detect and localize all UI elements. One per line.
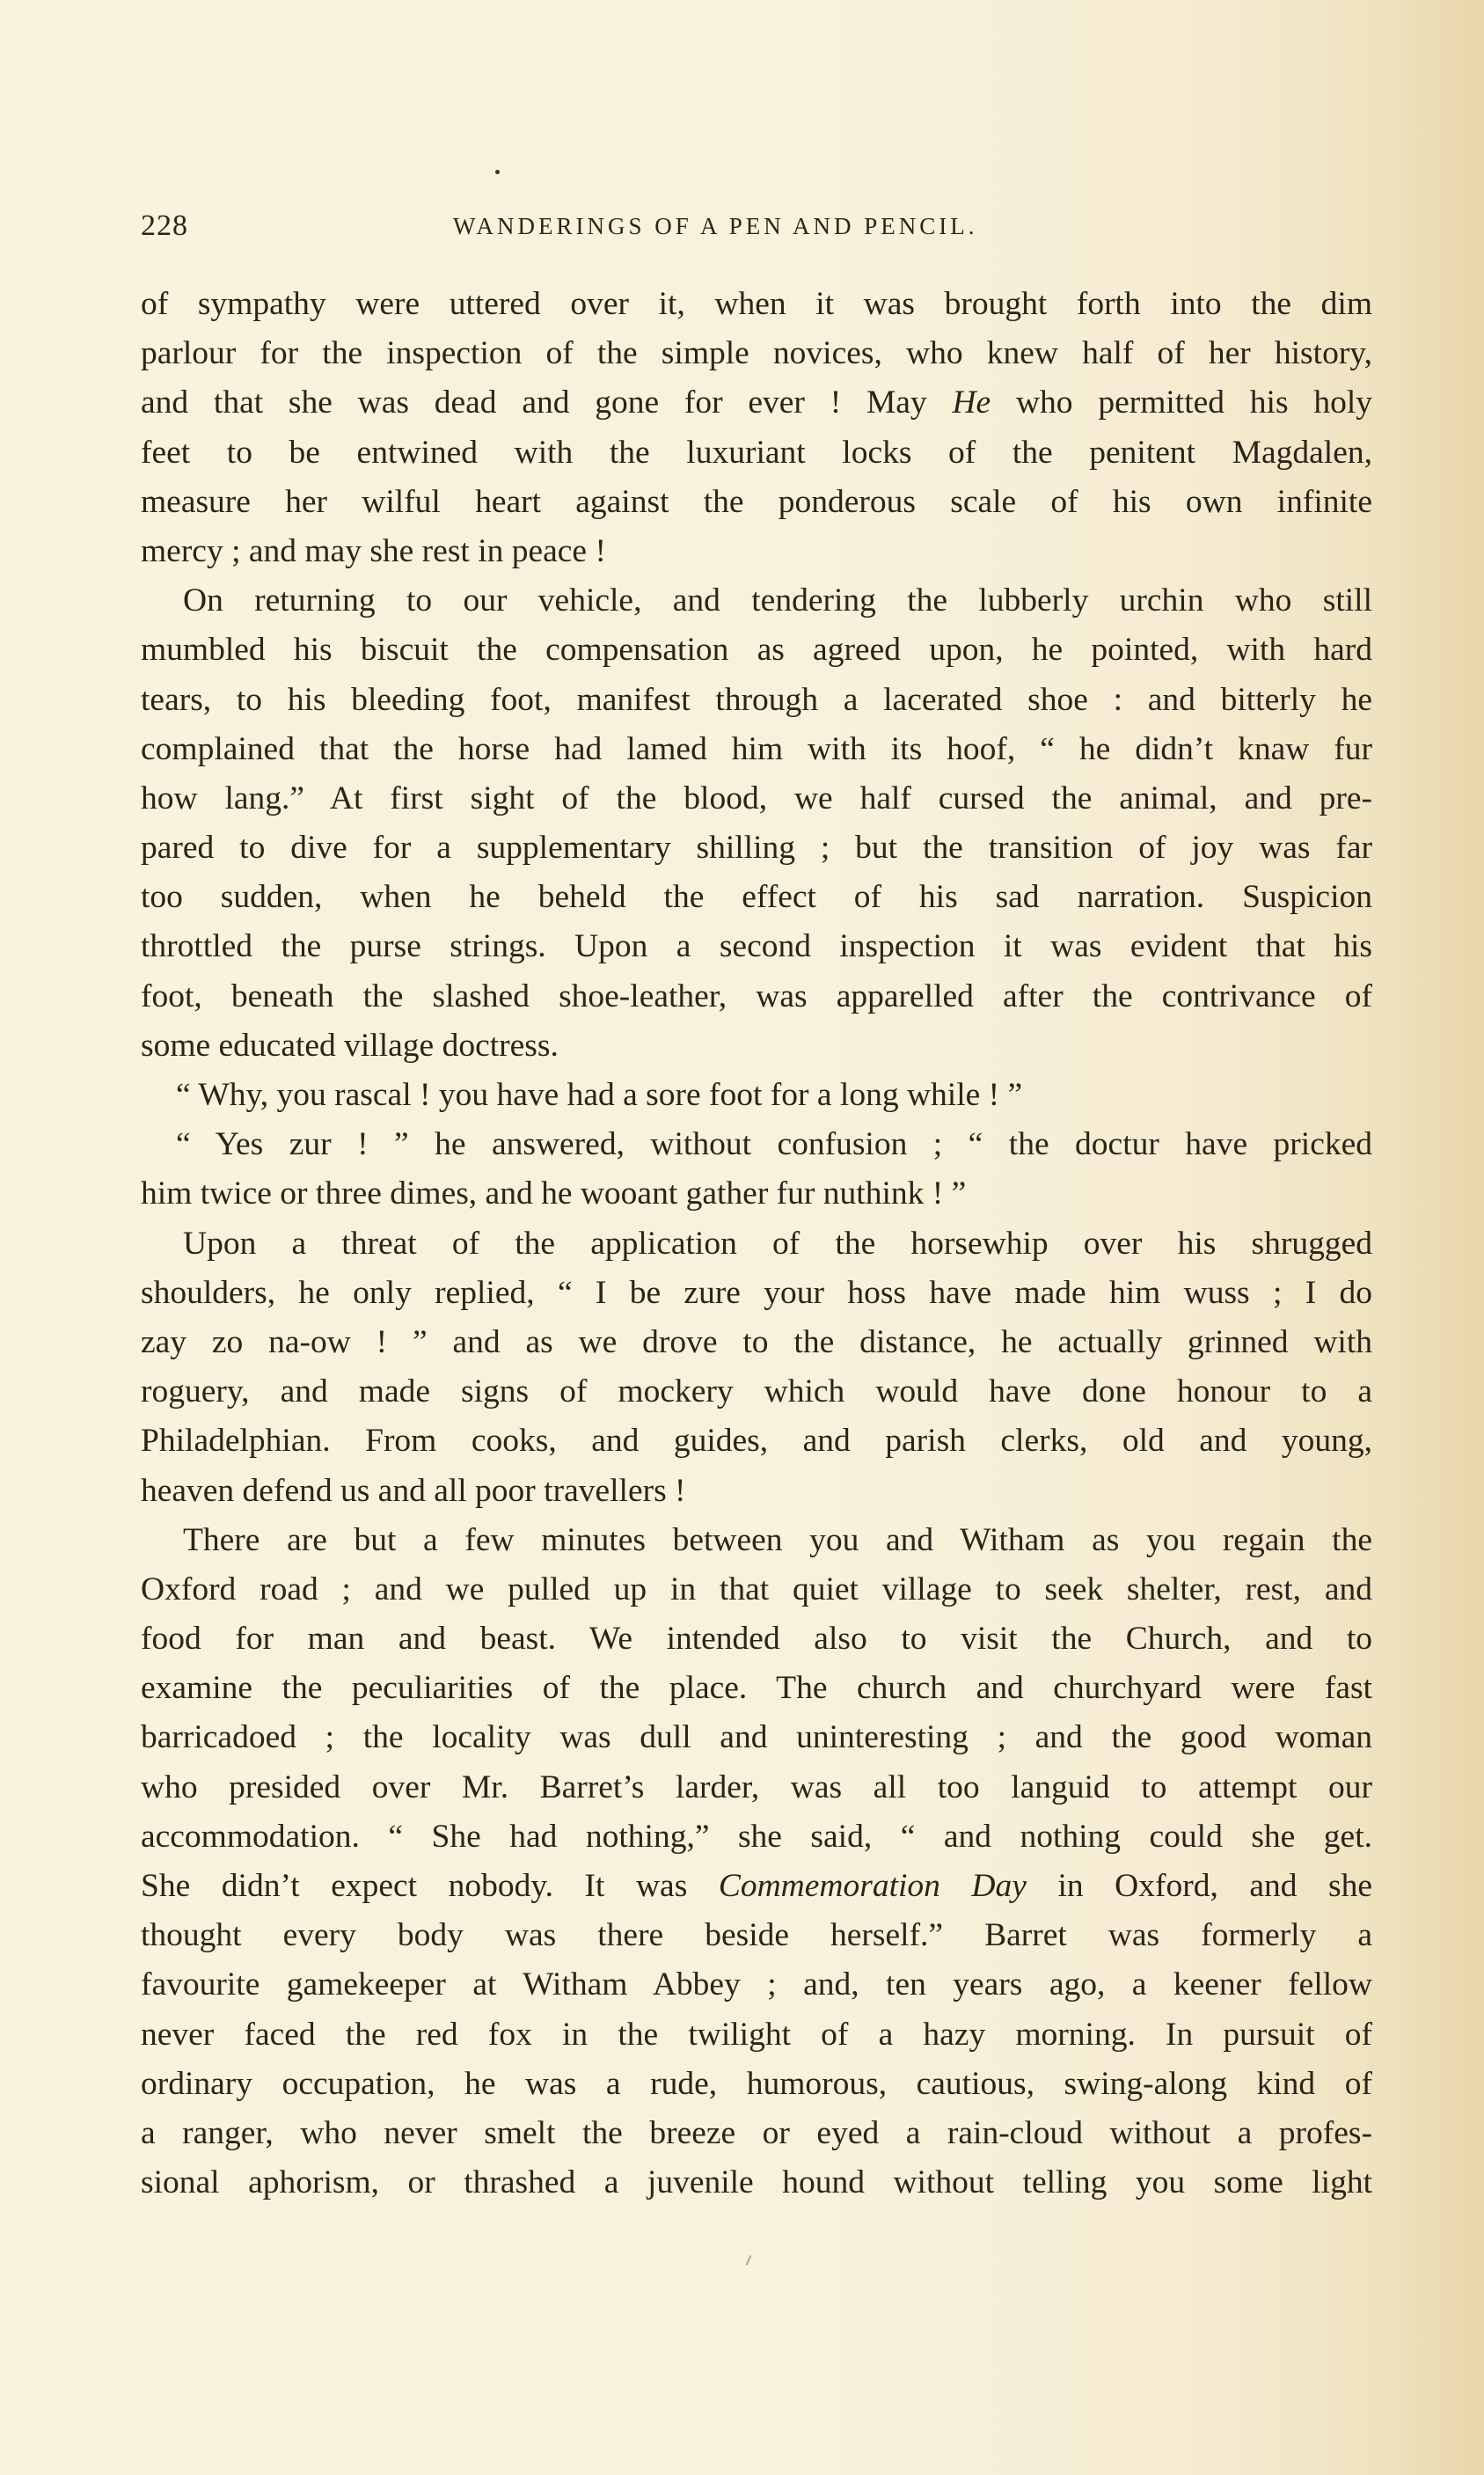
text-line: some educated village doctress.: [141, 1027, 559, 1064]
text-line: barricadoed ; the locality was dull and uninteresting ; and the good woman: [141, 1719, 1372, 1756]
text-line: foot, beneath the slashed shoe-leather, was apparelled after the contrivance of: [141, 978, 1372, 1014]
text-line: him twice or three dimes, and he wooant gather fur nuthink ! ”: [141, 1175, 967, 1212]
text-line: favourite gamekeeper at Witham Abbey ; and, ten years ago, a keener fellow: [141, 1966, 1372, 2003]
text-line: who presided over Mr. Barret’s larder, was all too languid to attempt our: [141, 1768, 1372, 1805]
text-line: thought every body was there beside herself.” Barret was formerly a: [141, 1917, 1372, 1954]
page-number: 228: [141, 209, 188, 242]
text-line: feet to be entwined with the luxuriant locks of the penitent Magdalen,: [141, 434, 1372, 471]
text-line: examine the peculiarities of the place. The church and churchyard were fast: [141, 1670, 1372, 1707]
text-line: roguery, and made signs of mockery which would have done honour to a: [141, 1373, 1372, 1410]
text-line: Oxford road ; and we pulled up in that quiet village to seek shelter, rest, and: [141, 1571, 1372, 1607]
text-line: Philadelphian. From cooks, and guides, and parish clerks, old and young,: [141, 1423, 1372, 1460]
running-title: WANDERINGS OF A PEN AND PENCIL.: [453, 213, 978, 239]
ink-speck: [495, 170, 500, 174]
text-line: and that she was dead and gone for ever ! May He who permitted his holy: [141, 384, 1372, 421]
body-text: [141, 280, 1372, 2208]
paper-blemish: [746, 2255, 752, 2266]
text-line: mercy ; and may she rest in peace !: [141, 532, 606, 569]
text-line: food for man and beast. We intended also to visit the Church, and to: [141, 1621, 1372, 1658]
text-line: complained that the horse had lamed him with its hoof, “ he didn’t knaw fur: [141, 730, 1372, 767]
text-line: “ Why, you rascal ! you have had a sore foot for a long while ! ”: [176, 1077, 1023, 1113]
text-line: how lang.” At first sight of the blood, we half cursed the animal, and pre-: [141, 780, 1372, 816]
page-header: [141, 204, 1381, 248]
text-line: sional aphorism, or thrashed a juvenile hound without telling you some light: [141, 2164, 1372, 2201]
text-line: never faced the red fox in the twilight of a hazy morning. In pursuit of: [141, 2016, 1372, 2053]
text-line: of sympathy were uttered over it, when it was brought forth into the dim: [141, 286, 1372, 322]
text-line: Upon a threat of the application of the horsewhip over his shrugged: [183, 1225, 1372, 1262]
text-line: mumbled his biscuit the compensation as agreed upon, he pointed, with hard: [141, 632, 1372, 669]
text-line: zay zo na-ow ! ” and as we drove to the distance, he actually grinned with: [141, 1323, 1372, 1360]
text-line: pared to dive for a supplementary shilling ; but the transition of joy was far: [141, 830, 1372, 867]
text-line: shoulders, he only replied, “ I be zure your hoss have made him wuss ; I do: [141, 1274, 1372, 1311]
text-line: “ Yes zur ! ” he answered, without confusion ; “ the doctur have pricked: [176, 1126, 1372, 1163]
text-line: tears, to his bleeding foot, manifest through a lacerated shoe : and bitterly he: [141, 681, 1372, 718]
text-line: too sudden, when he beheld the effect of his sad narration. Suspicion: [141, 879, 1372, 916]
text-line: a ranger, who never smelt the breeze or eyed a rain-cloud without a profes-: [141, 2114, 1372, 2151]
text-line: measure her wilful heart against the ponderous scale of his own infinite: [141, 483, 1372, 520]
text-line: ordinary occupation, he was a rude, humorous, cautious, swing-along kind of: [141, 2065, 1372, 2102]
text-line: On returning to our vehicle, and tendering the lubberly urchin who still: [183, 582, 1372, 619]
text-line: accommodation. “ She had nothing,” she said, “ and nothing could she get.: [141, 1818, 1372, 1855]
text-line: parlour for the inspection of the simple novices, who knew half of her history,: [141, 335, 1372, 372]
text-line: throttled the purse strings. Upon a second inspection it was evident that his: [141, 928, 1372, 965]
text-line: She didn’t expect nobody. It was Commemoration Day in Oxford, and she: [141, 1868, 1373, 1904]
text-line: heaven defend us and all poor travellers !: [141, 1472, 686, 1509]
text-line: There are but a few minutes between you and Witham as you regain the: [183, 1521, 1372, 1558]
